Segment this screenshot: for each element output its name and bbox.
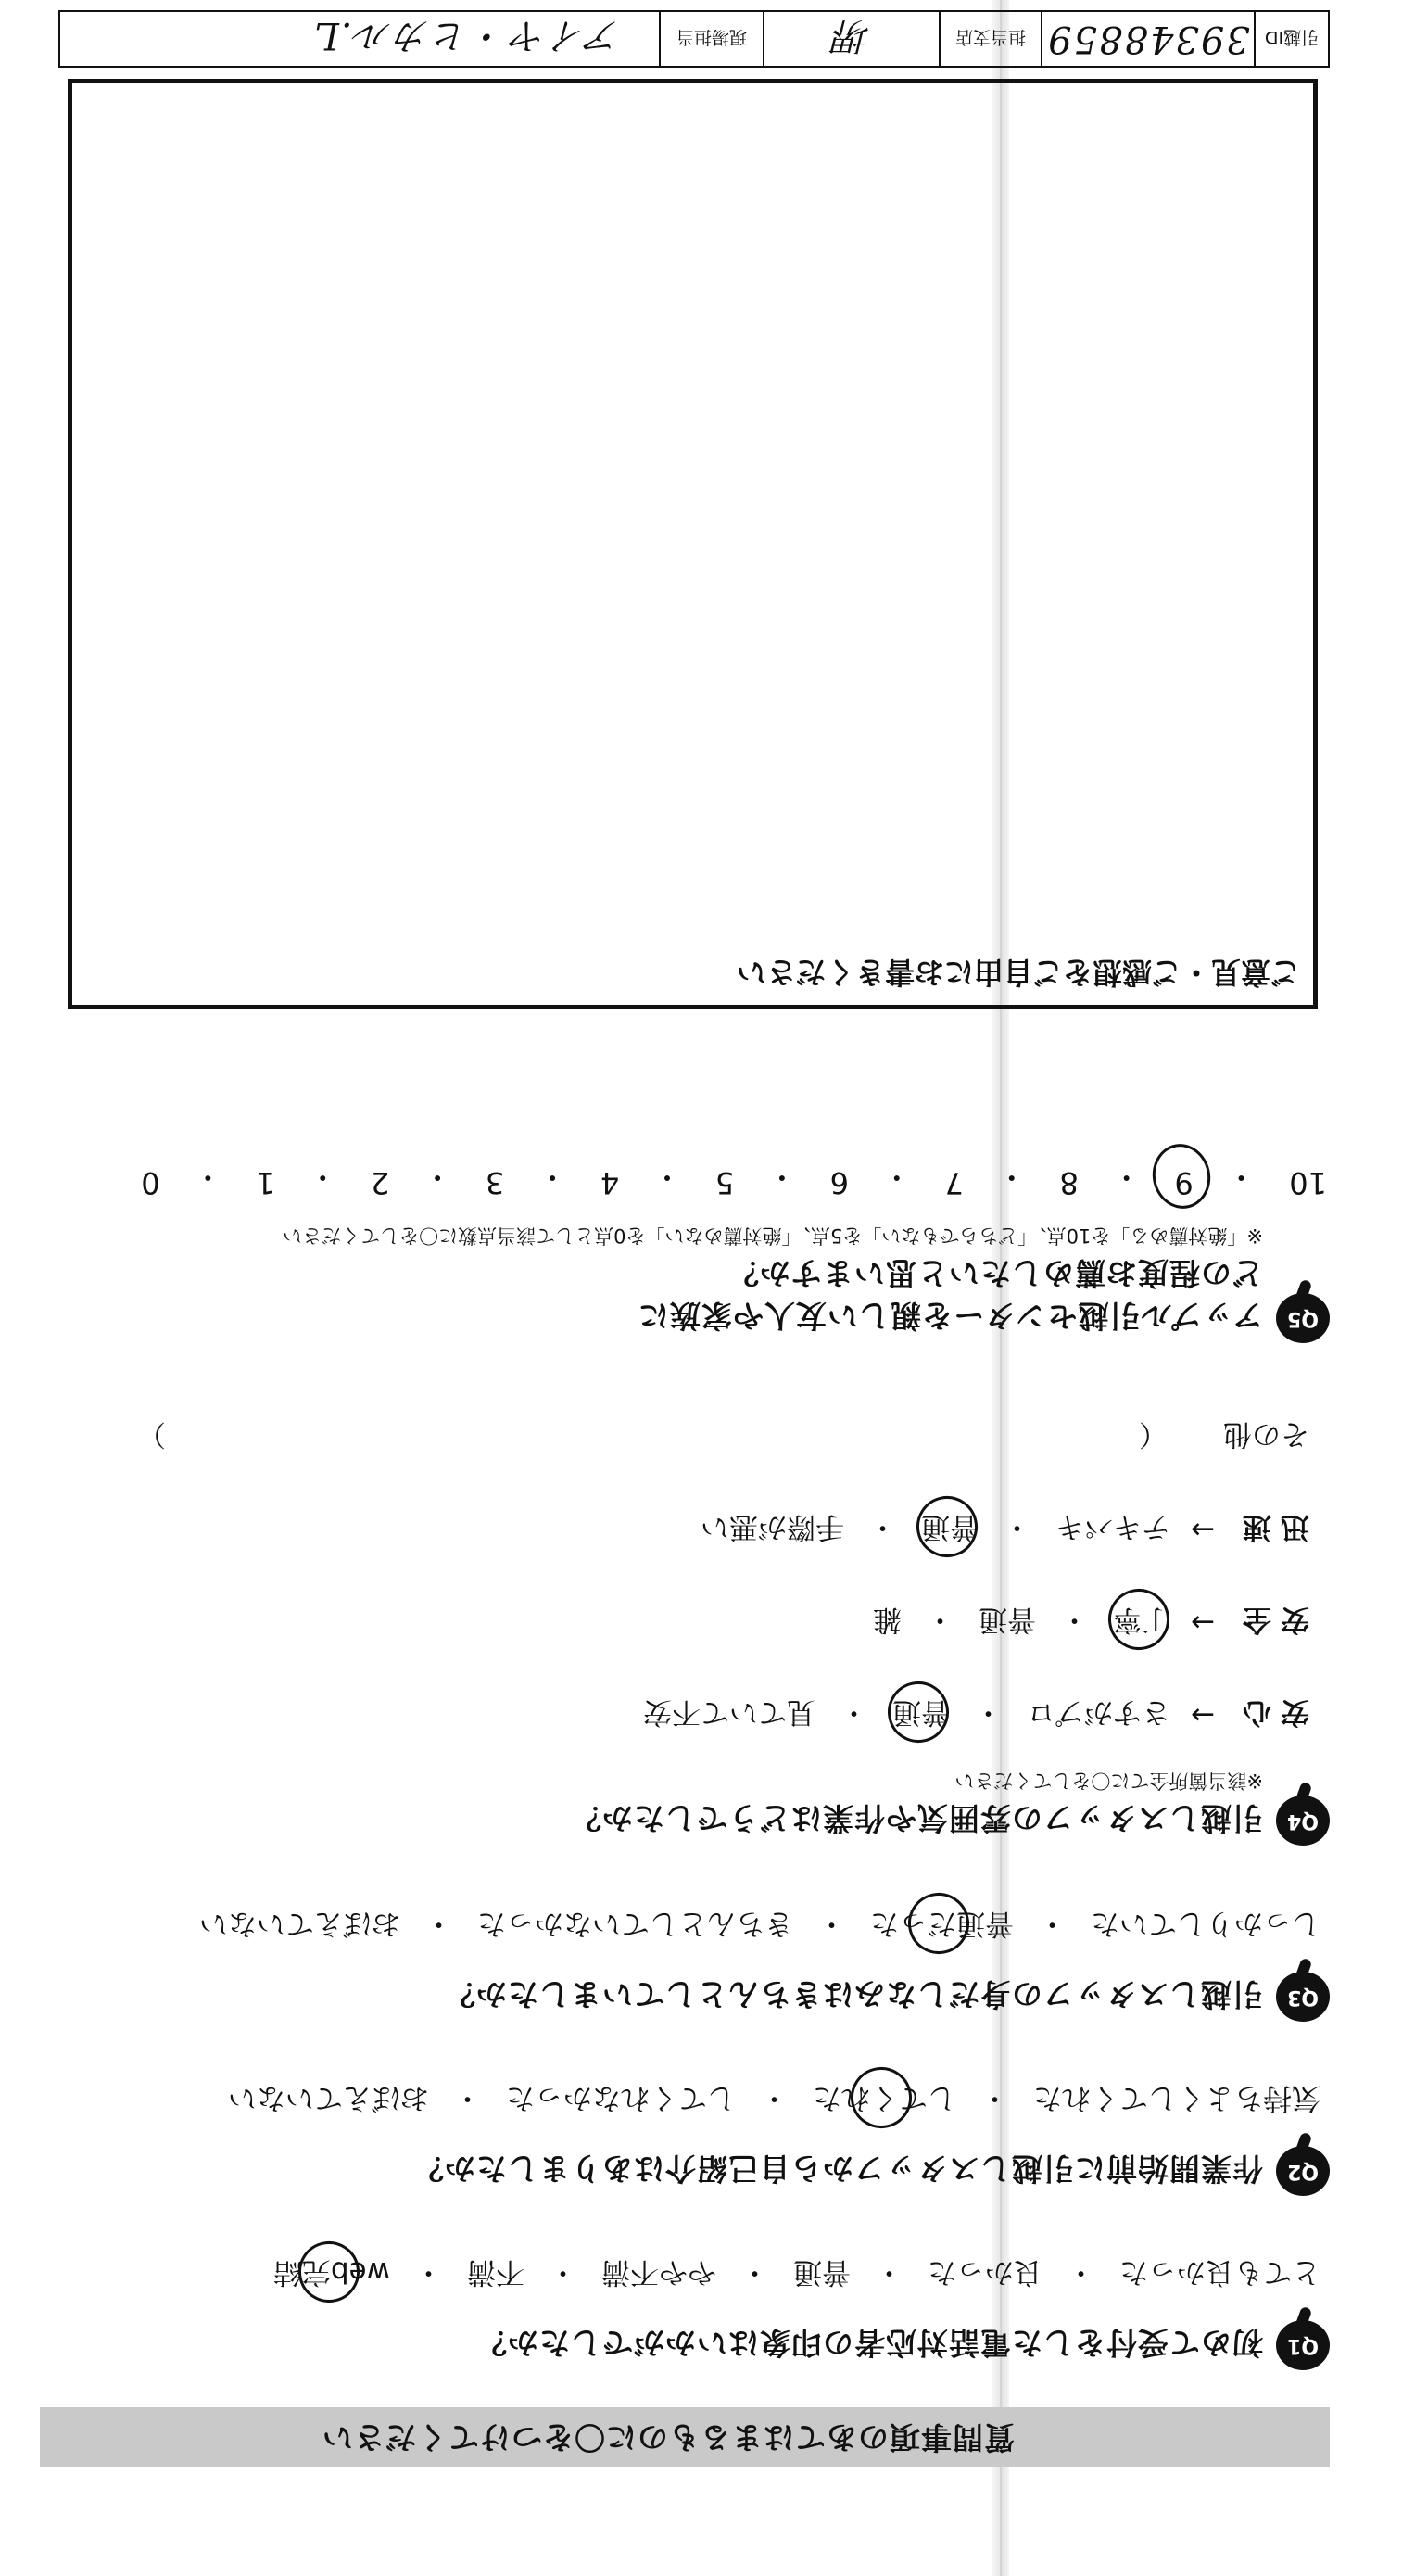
q2-option-1[interactable]: 気持ちよくしてくれた xyxy=(1033,2081,1320,2114)
q5-score-scale: 10 ・ 9 ・ 8 ・ 7 ・ 6 ・ 5 ・ 4 ・ 3 ・ 2 ・ 1 ・ 0 xyxy=(141,1160,1327,1200)
q4-other-open-paren: （ xyxy=(1139,1417,1168,1451)
q4-row-1-option-1[interactable]: さすがプロ xyxy=(1027,1695,1170,1729)
staff-value: アイヤ・ヒカル.L xyxy=(312,14,622,57)
q5-note: ※「絶対薦める」を10点、「どちらでもない」を5点、「絶対薦めない」を0点として該当点数に〇をしてください xyxy=(283,1225,1263,1247)
q2-option-2-selected[interactable]: してくれた xyxy=(813,2080,956,2122)
q3-text: 引越しスタッフの身だしなみはきちんとしていましたか？ xyxy=(444,1976,1263,2012)
score-6[interactable]: 6 xyxy=(829,1165,850,1200)
score-5[interactable]: 5 xyxy=(714,1165,735,1200)
id-value: 39348859 xyxy=(1041,12,1254,66)
question-5 xyxy=(32,1204,1330,1343)
score-3[interactable]: 3 xyxy=(485,1165,505,1200)
q4-row-2-option-2[interactable]: 普通 xyxy=(979,1603,1036,1636)
staff-label: 現場担当 xyxy=(659,12,763,66)
q3-option-4[interactable]: おぼえていない xyxy=(199,1907,400,1940)
q2-option-3[interactable]: してくれなかった xyxy=(506,2081,736,2114)
q3-option-2-selected[interactable]: 普通だった xyxy=(870,1906,1014,1948)
q1-option-3[interactable]: 普通 xyxy=(793,2255,851,2289)
q5-text-line2: どの程度お薦めしたいと思いますか？ xyxy=(727,1255,1263,1291)
comments-box[interactable] xyxy=(68,79,1318,1009)
score-8[interactable]: 8 xyxy=(1059,1165,1079,1200)
score-1[interactable]: 1 xyxy=(256,1165,275,1200)
question-3 xyxy=(32,1883,1330,2022)
score-10[interactable]: 10 xyxy=(1289,1165,1327,1200)
q3-options: しっかりしていた ・ 普通だった ・ きちんとしていなかった ・ おぼえていない xyxy=(199,1906,1320,1948)
score-2[interactable]: 2 xyxy=(371,1165,390,1200)
q3-badge: Q3 xyxy=(1276,1972,1330,2022)
score-4[interactable]: 4 xyxy=(600,1165,620,1200)
q2-badge: Q2 xyxy=(1276,2146,1330,2196)
q1-badge: Q1 xyxy=(1276,2320,1330,2370)
q4-other-close-paren: ） xyxy=(137,1417,166,1451)
q4-badge: Q4 xyxy=(1276,1796,1330,1846)
id-label: 引越ID xyxy=(1254,12,1328,66)
q1-option-5[interactable]: 不満 xyxy=(467,2255,524,2289)
q2-option-4[interactable]: おぼえていない xyxy=(228,2081,429,2114)
question-1 xyxy=(32,2231,1330,2370)
q4-row-3-option-2-selected[interactable]: 普通 xyxy=(921,1509,979,1551)
q1-option-4[interactable]: やや不満 xyxy=(601,2255,716,2289)
q2-options: 気持ちよくしてくれた ・ してくれた ・ してくれなかった ・ おぼえていない xyxy=(228,2080,1320,2122)
branch-value: 堺 xyxy=(763,12,939,66)
question-2 xyxy=(32,2057,1330,2196)
score-7[interactable]: 7 xyxy=(944,1165,964,1200)
q1-text: 初めて受付をした電話対応者の印象はいかがでしたか？ xyxy=(475,2325,1263,2361)
q5-text-line1: アップル引越センターを親しい友人や家族に xyxy=(637,1298,1263,1334)
q4-other-label: その他 xyxy=(1223,1417,1309,1451)
q4-row-1-option-2-selected[interactable]: 普通 xyxy=(892,1694,950,1736)
arrow-right-icon: → xyxy=(1191,1698,1215,1732)
q4-row-3-option-3[interactable]: 手際が悪い xyxy=(701,1510,844,1543)
arrow-right-icon: → xyxy=(1191,1513,1215,1547)
q4-row-2-option-3[interactable]: 雑 xyxy=(873,1603,902,1636)
q1-option-1[interactable]: とても良かった xyxy=(1119,2255,1320,2289)
q3-option-3[interactable]: きちんとしていなかった xyxy=(477,1907,793,1940)
q4-row-1-label: 安心 xyxy=(1233,1695,1309,1729)
q4-text: 引越しスタッフの雰囲気や作業はどうでしたか？ xyxy=(570,1800,1263,1836)
score-9-selected[interactable]: 9 xyxy=(1174,1158,1193,1200)
comments-title: ご意見・ご感想をご自由にお書きください xyxy=(736,955,1300,990)
q1-option-2[interactable]: 良かった xyxy=(928,2255,1042,2289)
q4-row-jinsoku: 迅速 → テキパキ ・ 普通 ・ 手際が悪い xyxy=(701,1509,1309,1551)
q1-option-6-selected[interactable]: web完結 xyxy=(273,2254,390,2296)
q4-row-1-option-3[interactable]: 見ていて不安 xyxy=(643,1695,815,1729)
q4-row-2-label: 安全 xyxy=(1233,1603,1309,1636)
question-4 xyxy=(32,1382,1330,1846)
q2-text: 作業開始前に引越しスタッフから自己紹介はありましたか？ xyxy=(412,2151,1263,2187)
score-0[interactable]: 0 xyxy=(141,1165,160,1200)
q3-option-1[interactable]: しっかりしていた xyxy=(1091,1907,1320,1940)
q4-row-3-label: 迅速 xyxy=(1233,1510,1309,1543)
branch-label: 担当支店 xyxy=(939,12,1041,66)
arrow-right-icon: → xyxy=(1191,1605,1215,1640)
q4-row-anzen: 安全 → 丁寧 ・ 普通 ・ 雑 xyxy=(873,1602,1309,1643)
q4-row-3-option-1[interactable]: テキパキ xyxy=(1055,1510,1170,1543)
q5-badge: Q5 xyxy=(1276,1293,1330,1343)
q4-row-anshin: 安心 → さすがプロ ・ 普通 ・ 見ていて不安 xyxy=(643,1694,1309,1736)
q1-options: とても良かった ・ 良かった ・ 普通 ・ やや不満 ・ 不満 ・ web完結 xyxy=(273,2254,1320,2296)
q4-note: ※該当箇所全てに〇をしてください xyxy=(954,1770,1263,1792)
instruction-banner: 質問事項のあてはまるものに〇をつけてください xyxy=(40,2407,1330,2467)
id-table xyxy=(58,10,1330,68)
q4-other-row xyxy=(114,1416,1309,1458)
q4-row-2-option-1-selected[interactable]: 丁寧 xyxy=(1113,1602,1170,1643)
